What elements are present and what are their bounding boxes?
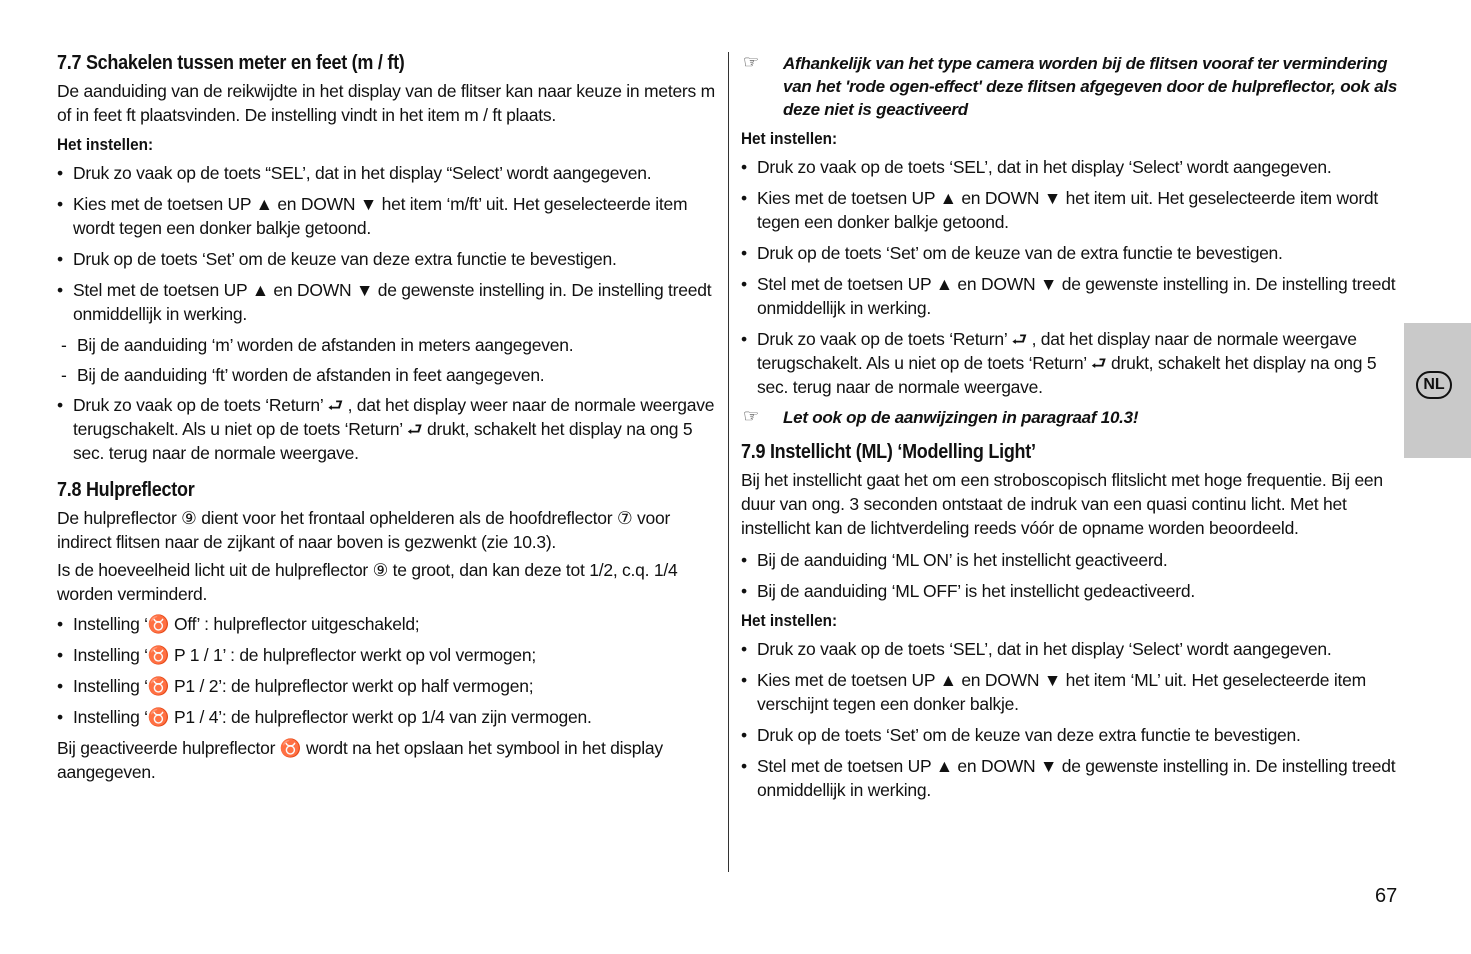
how-to-label: Het instellen:	[741, 611, 838, 630]
section-7-8-closing: Bij geactiveerde hulpreflector ♉ wordt na het opslaan het symbool in het display aangegeven.	[57, 738, 663, 782]
list-item: • Instelling ‘♉ P1 / 2’: de hulpreflector werkt op half vermogen;	[57, 674, 719, 698]
list-item: • Stel met de toetsen UP ▲ en DOWN ▼ de gewenste instelling in. De instelling treedt onmiddellijk in werking.	[57, 278, 719, 326]
list-item: • Kies met de toetsen UP ▲ en DOWN ▼ het item ‘ML’ uit. Het geselecteerde item verschijnt tegen een donker balkje.	[741, 668, 1401, 716]
section-7-8-title: 7.8 Hulpreflector	[57, 479, 195, 501]
note-see-paragraph	[741, 406, 1401, 429]
language-badge: NL	[1416, 371, 1452, 399]
page-number: 67	[1375, 885, 1398, 907]
list-item: • Druk zo vaak op de toets ‘Return’ ⮐ , dat het display naar de normale weergave terugschakelt. Als u niet op de toets ‘Return’ ⮐ drukt, schakelt het display na ong 5 sec. terug naar de normale weergave.	[741, 327, 1401, 399]
section-7-8-p1: De hulpreflector ⑨ dient voor het frontaal ophelderen als de hoofdreflector ⑦ voor indirect flitsen naar de zijkant of naar boven is gezwenkt (zie 10.3).	[57, 508, 671, 552]
column-divider	[728, 52, 729, 872]
section-7-9-title: 7.9 Instellicht (ML) ‘Modelling Light’	[741, 441, 1036, 463]
ml-states	[741, 548, 1401, 603]
note-text: Let ook op de aanwijzingen in paragraaf 10.3!	[783, 408, 1139, 427]
section-7-8-p2: Is de hoeveelheid licht uit de hulpreflector ⑨ te groot, dan kan deze tot 1/2, c.q. 1/4 worden verminderd.	[57, 560, 678, 604]
section-7-9-steps	[741, 637, 1401, 802]
section-7-7-intro: De aanduiding van de reikwijdte in het display van de flitser kan naar keuze in meters m of in feet ft plaatsvinden. De instelling vindt in het item m / ft plaats.	[57, 81, 715, 125]
list-item: • Druk zo vaak op de toets ‘SEL’, dat in het display ‘Select’ wordt aangegeven.	[741, 155, 1401, 179]
list-item: • Stel met de toetsen UP ▲ en DOWN ▼ de gewenste instelling in. De instelling treedt onmiddellijk in werking.	[741, 754, 1401, 802]
right-column	[741, 52, 1401, 809]
how-to-label: Het instellen:	[57, 135, 154, 154]
list-item: • Instelling ‘♉ P 1 / 1’ : de hulpreflector werkt op vol vermogen;	[57, 643, 719, 667]
list-item: • Bij de aanduiding ‘ML ON’ is het instellicht geactiveerd.	[741, 548, 1401, 572]
reflector-settings	[57, 612, 719, 729]
list-item: • Druk op de toets ‘Set’ om de keuze van de extra functie te bevestigen.	[741, 241, 1401, 265]
section-7-7-title: 7.7 Schakelen tussen meter en feet (m / ft)	[57, 52, 405, 74]
list-item: • Instelling ‘♉ Off’ : hulpreflector uitgeschakeld;	[57, 612, 719, 636]
list-item: • Kies met de toetsen UP ▲ en DOWN ▼ het item ‘m/ft’ uit. Het geselecteerde item wordt tegen een donker balkje getoond.	[57, 192, 719, 240]
list-item: • Stel met de toetsen UP ▲ en DOWN ▼ de gewenste instelling in. De instelling treedt onmiddellijk in werking.	[741, 272, 1401, 320]
list-item: • Druk zo vaak op de toets “SEL’, dat in het display “Select’ wordt aangegeven.	[57, 161, 719, 185]
right-steps	[741, 155, 1401, 399]
left-column	[57, 52, 719, 784]
note-text: Afhankelijk van het type camera worden bij de flitsen vooraf ter vermindering van het 'rode ogen-effect' deze flitsen afgegeven door de hulpreflector, ook als deze niet is geactiveerd	[783, 54, 1398, 119]
section-7-9-intro: Bij het instellicht gaat het om een stroboscopisch flitslicht met hoge frequentie. Bij een duur van ong. 3 seconden ontstaat de indruk van een quasi continu licht. Met het instellicht kan de lichtverdeling reeds vóór de opname worden beoordeeld.	[741, 470, 1383, 538]
list-item: • Druk op de toets ‘Set’ om de keuze van deze extra functie te bevestigen.	[57, 247, 719, 271]
sub-list-item: - Bij de aanduiding ‘ft’ worden de afstanden in feet aangegeven.	[57, 363, 719, 387]
list-item: • Druk zo vaak op de toets ‘SEL’, dat in het display ‘Select’ wordt aangegeven.	[741, 637, 1401, 661]
section-7-7-steps	[57, 161, 719, 465]
list-item: • Kies met de toetsen UP ▲ en DOWN ▼ het item uit. Het geselecteerde item wordt tegen een donker balkje getoond.	[741, 186, 1401, 234]
list-item: • Druk op de toets ‘Set’ om de keuze van deze extra functie te bevestigen.	[741, 723, 1401, 747]
list-item: • Druk zo vaak op de toets ‘Return’ ⮐ , dat het display weer naar de normale weergave terugschakelt. Als u niet op de toets ‘Return’ ⮐ drukt, schakelt het display na ong 5 sec. terug naar de normale weergave.	[57, 393, 719, 465]
sub-list-item: - Bij de aanduiding ‘m’ worden de afstanden in meters aangegeven.	[57, 333, 719, 357]
list-item: • Instelling ‘♉ P1 / 4’: de hulpreflector werkt op 1/4 van zijn vermogen.	[57, 705, 719, 729]
note-red-eye	[741, 52, 1401, 121]
pointing-hand-icon: ☞	[743, 52, 760, 72]
how-to-label: Het instellen:	[741, 129, 838, 148]
list-item: • Bij de aanduiding ‘ML OFF’ is het instellicht gedeactiveerd.	[741, 579, 1401, 603]
pointing-hand-icon: ☞	[743, 406, 760, 426]
